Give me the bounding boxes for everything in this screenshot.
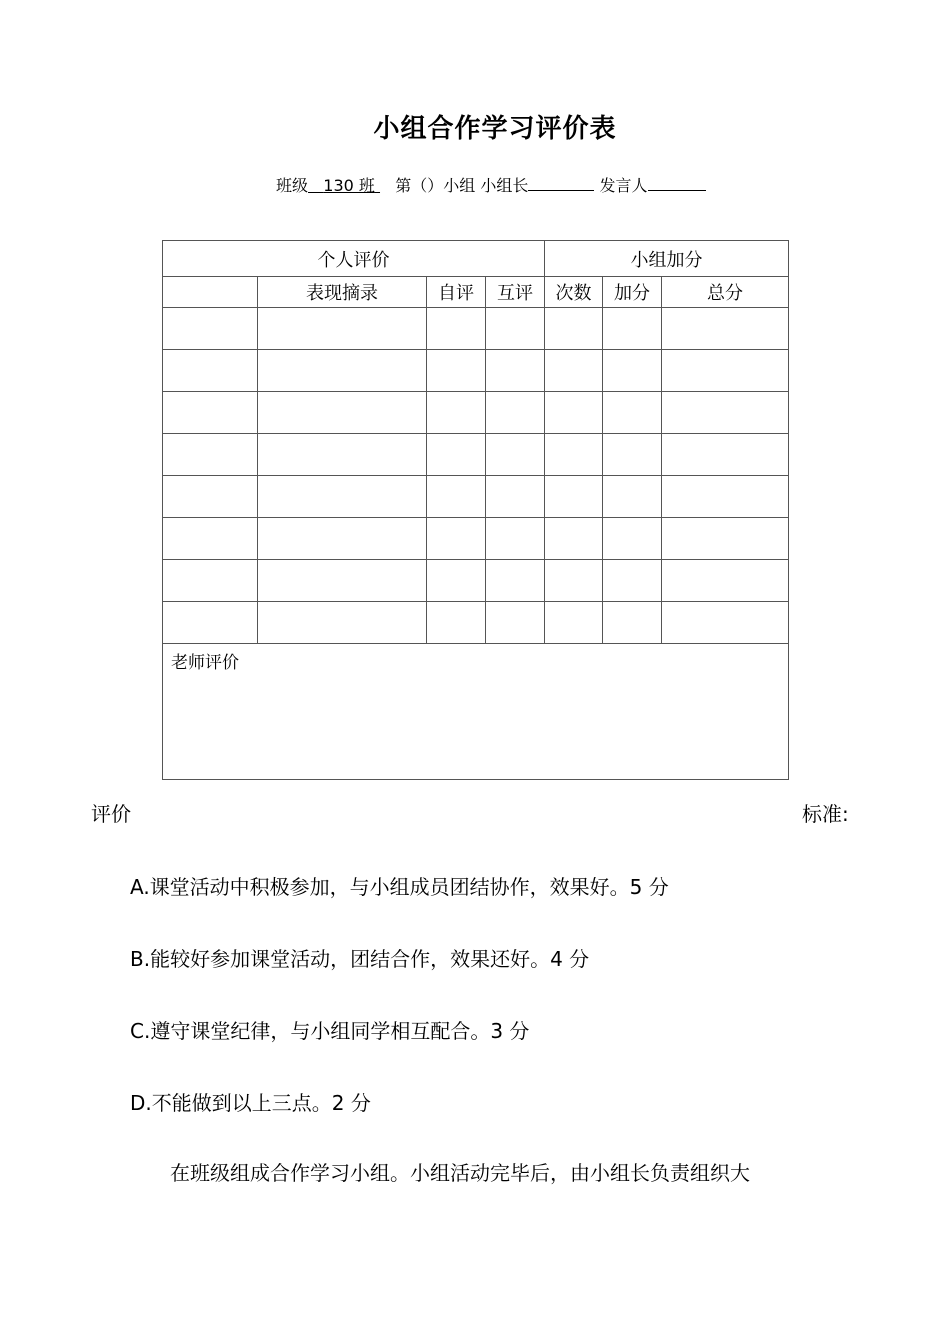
- table-row: [163, 560, 789, 602]
- criteria-heading-right: 标准:: [802, 802, 849, 826]
- table-row: [163, 476, 789, 518]
- criteria-item-b: B.能较好参加课堂活动，团结合作，效果还好。4 分: [130, 947, 590, 971]
- column-header-performance: 表现摘录: [258, 277, 427, 308]
- table-cell[interactable]: [662, 602, 789, 644]
- table-cell[interactable]: [427, 350, 486, 392]
- speaker-label: 发言人: [599, 176, 648, 195]
- table-row: [163, 350, 789, 392]
- individual-evaluation-header: 个人评价: [163, 241, 545, 277]
- table-cell[interactable]: [427, 308, 486, 350]
- table-cell[interactable]: [486, 602, 545, 644]
- criteria-item-a: A.课堂活动中积极参加，与小组成员团结协作，效果好。5 分: [130, 875, 669, 899]
- table-cell[interactable]: [545, 434, 603, 476]
- table-group-header-row: [163, 241, 789, 277]
- table-cell[interactable]: [662, 350, 789, 392]
- criteria-heading-left: 评价: [91, 802, 131, 826]
- column-header-name: [163, 277, 258, 308]
- table-cell[interactable]: [662, 518, 789, 560]
- column-header-peer-eval: 互评: [486, 277, 545, 308]
- evaluation-table: [162, 240, 789, 780]
- class-value-underlined: [308, 176, 380, 195]
- table-cell[interactable]: [427, 392, 486, 434]
- table-cell[interactable]: [662, 434, 789, 476]
- class-label: 班级: [276, 176, 309, 195]
- document-title: 小组合作学习评价表: [373, 114, 617, 144]
- table-cell[interactable]: [603, 518, 662, 560]
- table-row: [163, 308, 789, 350]
- column-header-bonus: 加分: [603, 277, 662, 308]
- class-value: 130 班: [323, 176, 375, 195]
- table-cell[interactable]: [258, 308, 427, 350]
- body-paragraph: 在班级组成合作学习小组。小组活动完毕后，由小组长负责组织大: [170, 1161, 750, 1185]
- table-cell[interactable]: [163, 560, 258, 602]
- table-cell[interactable]: [603, 350, 662, 392]
- table-row: [163, 392, 789, 434]
- table-cell[interactable]: [427, 560, 486, 602]
- table-row: [163, 518, 789, 560]
- table-cell[interactable]: [545, 350, 603, 392]
- group-label: 第（）小组: [395, 176, 476, 195]
- table-cell[interactable]: [603, 476, 662, 518]
- table-cell[interactable]: [163, 392, 258, 434]
- table-cell[interactable]: [258, 518, 427, 560]
- table-cell[interactable]: [486, 560, 545, 602]
- table-cell[interactable]: [258, 434, 427, 476]
- table-cell[interactable]: [427, 476, 486, 518]
- table-cell[interactable]: [258, 350, 427, 392]
- table-cell[interactable]: [163, 434, 258, 476]
- column-header-self-eval: 自评: [427, 277, 486, 308]
- table-cell[interactable]: [486, 476, 545, 518]
- table-body: [163, 308, 789, 644]
- table-cell[interactable]: [603, 560, 662, 602]
- teacher-evaluation-row: [163, 644, 789, 780]
- table-cell[interactable]: [163, 518, 258, 560]
- column-header-total: 总分: [662, 277, 789, 308]
- table-cell[interactable]: [163, 476, 258, 518]
- teacher-evaluation-cell[interactable]: [163, 644, 789, 780]
- table-cell[interactable]: [486, 308, 545, 350]
- table-cell[interactable]: [662, 560, 789, 602]
- speaker-blank: [648, 176, 706, 191]
- table-cell[interactable]: [258, 602, 427, 644]
- teacher-evaluation-label: 老师评价: [171, 653, 239, 673]
- table-cell[interactable]: [662, 476, 789, 518]
- header-info-line: [276, 173, 706, 196]
- table-cell[interactable]: [163, 602, 258, 644]
- table-cell[interactable]: [258, 476, 427, 518]
- criteria-item-c: C.遵守课堂纪律，与小组同学相互配合。3 分: [130, 1019, 530, 1043]
- table-cell[interactable]: [662, 308, 789, 350]
- table-cell[interactable]: [486, 350, 545, 392]
- table-column-header-row: [163, 277, 789, 308]
- table-cell[interactable]: [603, 602, 662, 644]
- group-bonus-header: 小组加分: [545, 241, 789, 277]
- table-cell[interactable]: [545, 518, 603, 560]
- table-cell[interactable]: [163, 308, 258, 350]
- table-cell[interactable]: [545, 476, 603, 518]
- table-cell[interactable]: [427, 518, 486, 560]
- table-cell[interactable]: [258, 560, 427, 602]
- table-cell[interactable]: [427, 602, 486, 644]
- table-row: [163, 434, 789, 476]
- table-cell[interactable]: [603, 434, 662, 476]
- table-cell[interactable]: [545, 602, 603, 644]
- leader-label: 小组长: [480, 176, 529, 195]
- table-cell[interactable]: [603, 308, 662, 350]
- criteria-item-d: D.不能做到以上三点。2 分: [130, 1091, 371, 1115]
- table-cell[interactable]: [486, 518, 545, 560]
- table-cell[interactable]: [603, 392, 662, 434]
- table-cell[interactable]: [163, 350, 258, 392]
- leader-blank: [528, 176, 594, 191]
- table-cell[interactable]: [545, 392, 603, 434]
- table-cell[interactable]: [545, 308, 603, 350]
- table-cell[interactable]: [427, 434, 486, 476]
- table-cell[interactable]: [486, 392, 545, 434]
- table-row: [163, 602, 789, 644]
- table-cell[interactable]: [545, 560, 603, 602]
- table-cell[interactable]: [486, 434, 545, 476]
- column-header-count: 次数: [545, 277, 603, 308]
- table-cell[interactable]: [662, 392, 789, 434]
- table-cell[interactable]: [258, 392, 427, 434]
